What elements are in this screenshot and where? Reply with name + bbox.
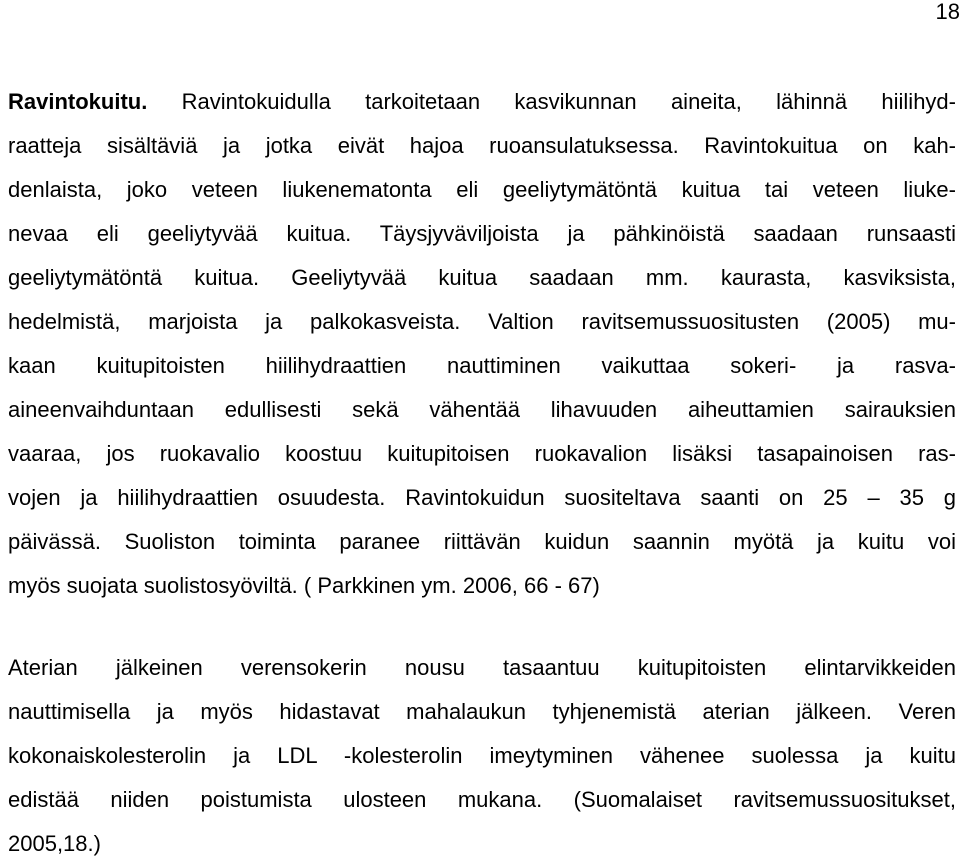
text-line: hedelmistä, marjoista ja palkokasveista. Valtion ravitsemussuositusten (2005) mu- — [8, 309, 956, 334]
text-line: denlaista, joko veteen liukenematonta eli geeliytymätöntä kuitua tai veteen liuke- — [8, 177, 956, 202]
text-line: edistää niiden poistumista ulosteen mukana. (Suomalaiset ravitsemussuositukset, — [8, 787, 956, 812]
page-number: 18 — [935, 0, 960, 24]
section-heading: Ravintokuitu. — [8, 89, 148, 114]
paragraph-ravintokuitu — [8, 80, 956, 608]
text-line: aineenvaihduntaan edullisesti sekä vähentää lihavuuden aiheuttamien sairauksien — [8, 397, 956, 422]
text-line: geeliytymätöntä kuitua. Geeliytyvää kuitua saadaan mm. kaurasta, kasviksista, — [8, 265, 956, 290]
text-line-last: 2005,18.) — [8, 831, 101, 856]
text-line: Aterian jälkeinen verensokerin nousu tasaantuu kuitupitoisten elintarvikkeiden — [8, 655, 956, 680]
text-line: nevaa eli geeliytyvää kuitua. Täysjyväviljoista ja pähkinöistä saadaan runsaasti — [8, 221, 956, 246]
text-line: raatteja sisältäviä ja jotka eivät hajoa ruoansulatuksessa. Ravintokuitua on kah- — [8, 133, 956, 158]
text-line — [8, 80, 956, 124]
text-line: kokonaiskolesterolin ja LDL -kolesterolin imeytyminen vähenee suolessa ja kuitu — [8, 743, 956, 768]
text-line: vojen ja hiilihydraattien osuudesta. Ravintokuidun suositeltava saanti on 25 – 35 g — [8, 485, 956, 510]
text-line: vaaraa, jos ruokavalio koostuu kuitupitoisen ruokavalion lisäksi tasapainoisen ras- — [8, 441, 956, 466]
text-line: nauttimisella ja myös hidastavat mahalaukun tyhjenemistä aterian jälkeen. Veren — [8, 699, 956, 724]
text-line-rest: Ravintokuidulla tarkoitetaan kasvikunnan aineita, lähinnä hiilihyd- — [147, 89, 956, 114]
text-line-last: myös suojata suolistosyöviltä. ( Parkkinen ym. 2006, 66 - 67) — [8, 573, 600, 598]
paragraph-verensokeri — [8, 646, 956, 866]
text-line: kaan kuitupitoisten hiilihydraattien nauttiminen vaikuttaa sokeri- ja rasva- — [8, 353, 956, 378]
text-line: päivässä. Suoliston toiminta paranee riittävän kuidun saannin myötä ja kuitu voi — [8, 529, 956, 554]
